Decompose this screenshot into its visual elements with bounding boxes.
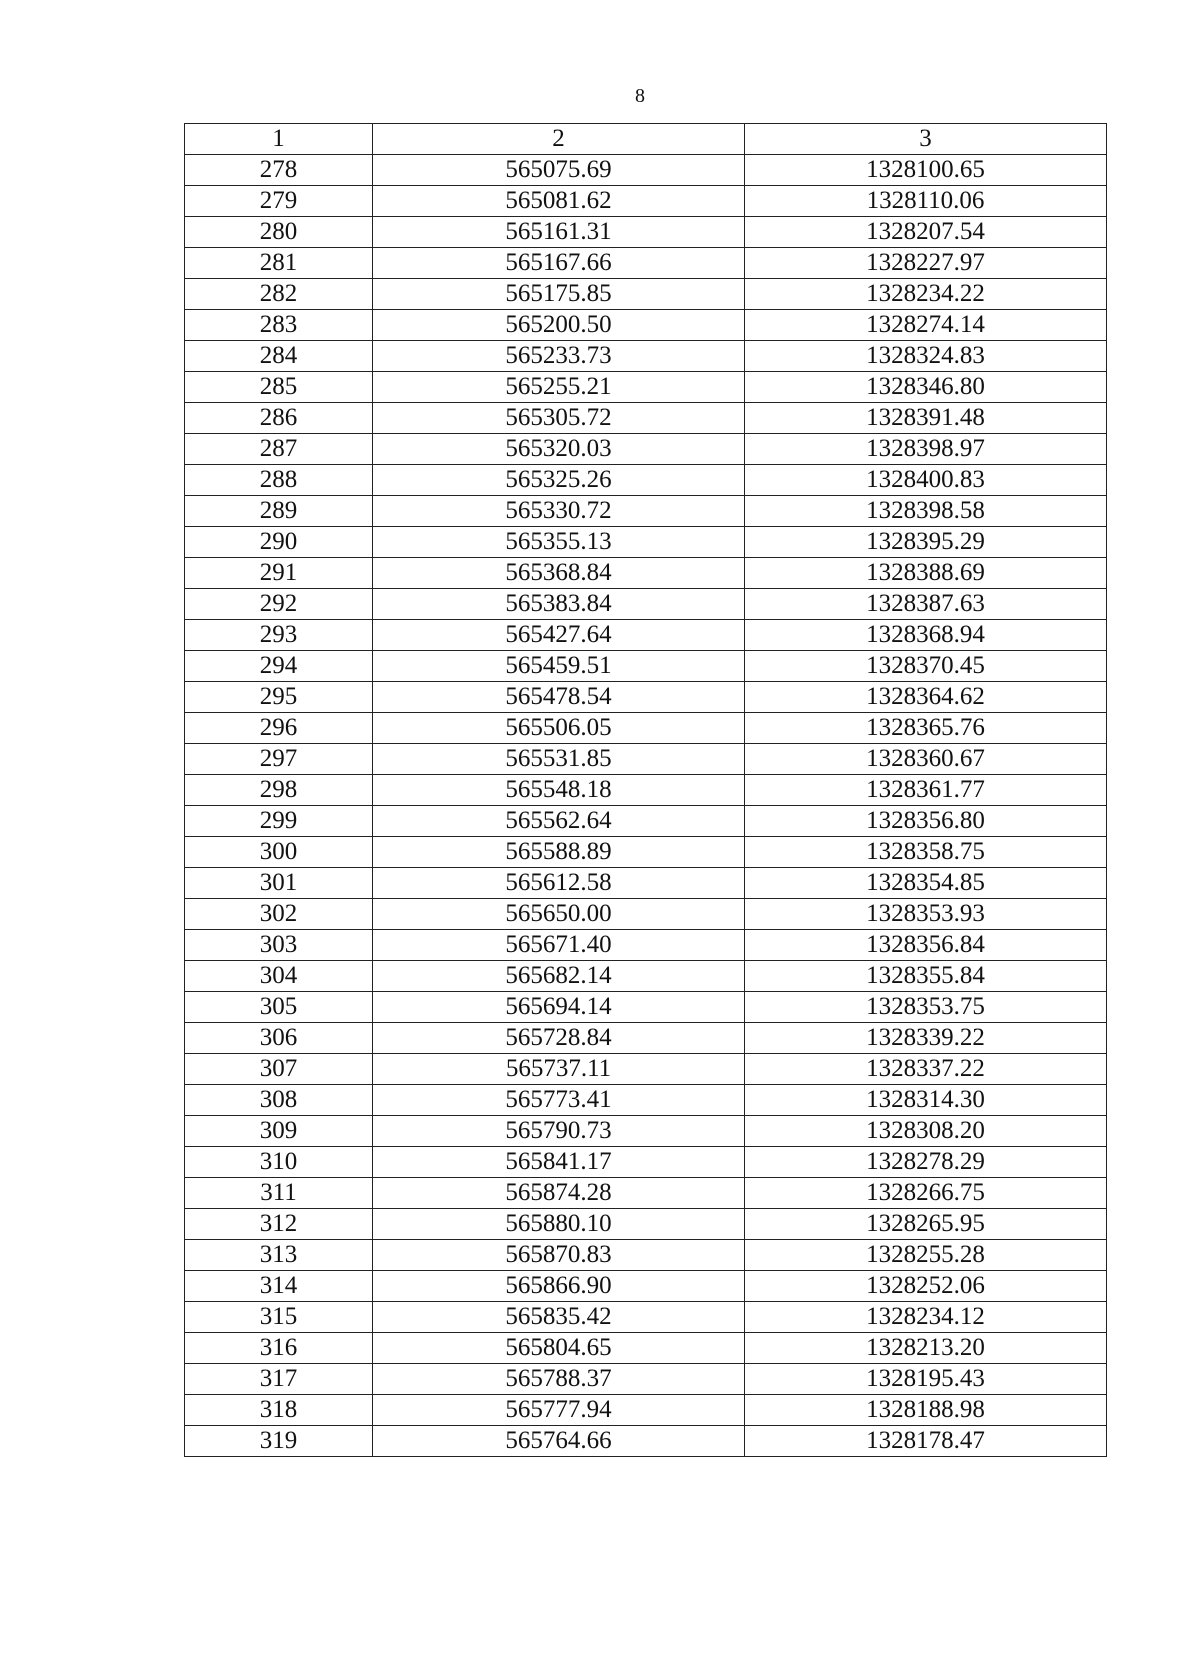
table-row — [185, 837, 1107, 868]
point-number-cell: 279 — [185, 186, 373, 217]
x-coordinate-cell: 565773.41 — [373, 1085, 745, 1116]
point-number-cell: 292 — [185, 589, 373, 620]
column-header-3: 3 — [745, 124, 1107, 155]
point-number-cell: 290 — [185, 527, 373, 558]
x-coordinate-cell: 565368.84 — [373, 558, 745, 589]
table-row — [185, 1240, 1107, 1271]
y-coordinate-cell: 1328355.84 — [745, 961, 1107, 992]
table-row — [185, 620, 1107, 651]
point-number-cell: 306 — [185, 1023, 373, 1054]
x-coordinate-cell: 565167.66 — [373, 248, 745, 279]
y-coordinate-cell: 1328255.28 — [745, 1240, 1107, 1271]
table-row — [185, 1178, 1107, 1209]
point-number-cell: 319 — [185, 1426, 373, 1457]
table-row — [185, 1085, 1107, 1116]
table-row — [185, 527, 1107, 558]
table-row — [185, 1023, 1107, 1054]
table-row — [185, 930, 1107, 961]
table-row — [185, 651, 1107, 682]
table-row — [185, 465, 1107, 496]
x-coordinate-cell: 565531.85 — [373, 744, 745, 775]
point-number-cell: 293 — [185, 620, 373, 651]
point-number-cell: 315 — [185, 1302, 373, 1333]
table-row — [185, 1395, 1107, 1426]
point-number-cell: 280 — [185, 217, 373, 248]
y-coordinate-cell: 1328387.63 — [745, 589, 1107, 620]
x-coordinate-cell: 565835.42 — [373, 1302, 745, 1333]
table-row — [185, 589, 1107, 620]
x-coordinate-cell: 565427.64 — [373, 620, 745, 651]
x-coordinate-cell: 565788.37 — [373, 1364, 745, 1395]
point-number-cell: 310 — [185, 1147, 373, 1178]
table-row — [185, 341, 1107, 372]
y-coordinate-cell: 1328278.29 — [745, 1147, 1107, 1178]
point-number-cell: 316 — [185, 1333, 373, 1364]
y-coordinate-cell: 1328400.83 — [745, 465, 1107, 496]
point-number-cell: 313 — [185, 1240, 373, 1271]
x-coordinate-cell: 565804.65 — [373, 1333, 745, 1364]
column-header-1: 1 — [185, 124, 373, 155]
point-number-cell: 282 — [185, 279, 373, 310]
table-row — [185, 992, 1107, 1023]
point-number-cell: 312 — [185, 1209, 373, 1240]
y-coordinate-cell: 1328368.94 — [745, 620, 1107, 651]
table-row — [185, 1054, 1107, 1085]
table-row — [185, 775, 1107, 806]
x-coordinate-cell: 565478.54 — [373, 682, 745, 713]
y-coordinate-cell: 1328252.06 — [745, 1271, 1107, 1302]
y-coordinate-cell: 1328234.22 — [745, 279, 1107, 310]
x-coordinate-cell: 565506.05 — [373, 713, 745, 744]
y-coordinate-cell: 1328188.98 — [745, 1395, 1107, 1426]
table-row — [185, 434, 1107, 465]
y-coordinate-cell: 1328337.22 — [745, 1054, 1107, 1085]
x-coordinate-cell: 565694.14 — [373, 992, 745, 1023]
y-coordinate-cell: 1328324.83 — [745, 341, 1107, 372]
table-row — [185, 186, 1107, 217]
point-number-cell: 297 — [185, 744, 373, 775]
x-coordinate-cell: 565355.13 — [373, 527, 745, 558]
table-row — [185, 744, 1107, 775]
point-number-cell: 285 — [185, 372, 373, 403]
y-coordinate-cell: 1328110.06 — [745, 186, 1107, 217]
y-coordinate-cell: 1328398.97 — [745, 434, 1107, 465]
x-coordinate-cell: 565737.11 — [373, 1054, 745, 1085]
table-row — [185, 806, 1107, 837]
x-coordinate-cell: 565790.73 — [373, 1116, 745, 1147]
y-coordinate-cell: 1328353.75 — [745, 992, 1107, 1023]
y-coordinate-cell: 1328274.14 — [745, 310, 1107, 341]
column-header-2: 2 — [373, 124, 745, 155]
y-coordinate-cell: 1328207.54 — [745, 217, 1107, 248]
x-coordinate-cell: 565870.83 — [373, 1240, 745, 1271]
y-coordinate-cell: 1328391.48 — [745, 403, 1107, 434]
x-coordinate-cell: 565459.51 — [373, 651, 745, 682]
y-coordinate-cell: 1328266.75 — [745, 1178, 1107, 1209]
x-coordinate-cell: 565682.14 — [373, 961, 745, 992]
x-coordinate-cell: 565255.21 — [373, 372, 745, 403]
x-coordinate-cell: 565330.72 — [373, 496, 745, 527]
x-coordinate-cell: 565075.69 — [373, 155, 745, 186]
x-coordinate-cell: 565175.85 — [373, 279, 745, 310]
y-coordinate-cell: 1328354.85 — [745, 868, 1107, 899]
y-coordinate-cell: 1328195.43 — [745, 1364, 1107, 1395]
x-coordinate-cell: 565612.58 — [373, 868, 745, 899]
y-coordinate-cell: 1328353.93 — [745, 899, 1107, 930]
point-number-cell: 318 — [185, 1395, 373, 1426]
x-coordinate-cell: 565548.18 — [373, 775, 745, 806]
y-coordinate-cell: 1328360.67 — [745, 744, 1107, 775]
y-coordinate-cell: 1328358.75 — [745, 837, 1107, 868]
table-row — [185, 1147, 1107, 1178]
table-row — [185, 868, 1107, 899]
y-coordinate-cell: 1328388.69 — [745, 558, 1107, 589]
point-number-cell: 286 — [185, 403, 373, 434]
x-coordinate-cell: 565777.94 — [373, 1395, 745, 1426]
x-coordinate-cell: 565880.10 — [373, 1209, 745, 1240]
y-coordinate-cell: 1328356.84 — [745, 930, 1107, 961]
y-coordinate-cell: 1328346.80 — [745, 372, 1107, 403]
point-number-cell: 288 — [185, 465, 373, 496]
table-row — [185, 372, 1107, 403]
table-row — [185, 496, 1107, 527]
table-row — [185, 279, 1107, 310]
x-coordinate-cell: 565161.31 — [373, 217, 745, 248]
point-number-cell: 284 — [185, 341, 373, 372]
table-row — [185, 961, 1107, 992]
table-row — [185, 1333, 1107, 1364]
coordinates-table-container — [184, 123, 1106, 1457]
point-number-cell: 303 — [185, 930, 373, 961]
y-coordinate-cell: 1328178.47 — [745, 1426, 1107, 1457]
point-number-cell: 281 — [185, 248, 373, 279]
table-row — [185, 899, 1107, 930]
point-number-cell: 287 — [185, 434, 373, 465]
y-coordinate-cell: 1328213.20 — [745, 1333, 1107, 1364]
point-number-cell: 295 — [185, 682, 373, 713]
y-coordinate-cell: 1328361.77 — [745, 775, 1107, 806]
y-coordinate-cell: 1328365.76 — [745, 713, 1107, 744]
coordinates-table — [184, 123, 1107, 1457]
point-number-cell: 296 — [185, 713, 373, 744]
point-number-cell: 294 — [185, 651, 373, 682]
x-coordinate-cell: 565866.90 — [373, 1271, 745, 1302]
x-coordinate-cell: 565562.64 — [373, 806, 745, 837]
point-number-cell: 309 — [185, 1116, 373, 1147]
point-number-cell: 317 — [185, 1364, 373, 1395]
x-coordinate-cell: 565320.03 — [373, 434, 745, 465]
table-row — [185, 403, 1107, 434]
page-number: 8 — [635, 85, 645, 107]
point-number-cell: 291 — [185, 558, 373, 589]
table-row — [185, 1271, 1107, 1302]
point-number-cell: 298 — [185, 775, 373, 806]
x-coordinate-cell: 565728.84 — [373, 1023, 745, 1054]
table-row — [185, 248, 1107, 279]
point-number-cell: 283 — [185, 310, 373, 341]
y-coordinate-cell: 1328265.95 — [745, 1209, 1107, 1240]
y-coordinate-cell: 1328100.65 — [745, 155, 1107, 186]
y-coordinate-cell: 1328398.58 — [745, 496, 1107, 527]
y-coordinate-cell: 1328234.12 — [745, 1302, 1107, 1333]
x-coordinate-cell: 565305.72 — [373, 403, 745, 434]
x-coordinate-cell: 565588.89 — [373, 837, 745, 868]
y-coordinate-cell: 1328395.29 — [745, 527, 1107, 558]
x-coordinate-cell: 565874.28 — [373, 1178, 745, 1209]
table-row — [185, 1426, 1107, 1457]
x-coordinate-cell: 565650.00 — [373, 899, 745, 930]
x-coordinate-cell: 565841.17 — [373, 1147, 745, 1178]
x-coordinate-cell: 565671.40 — [373, 930, 745, 961]
point-number-cell: 307 — [185, 1054, 373, 1085]
table-row — [185, 217, 1107, 248]
y-coordinate-cell: 1328308.20 — [745, 1116, 1107, 1147]
x-coordinate-cell: 565383.84 — [373, 589, 745, 620]
point-number-cell: 278 — [185, 155, 373, 186]
point-number-cell: 300 — [185, 837, 373, 868]
table-header — [185, 124, 1107, 155]
y-coordinate-cell: 1328314.30 — [745, 1085, 1107, 1116]
table-row — [185, 682, 1107, 713]
x-coordinate-cell: 565325.26 — [373, 465, 745, 496]
point-number-cell: 311 — [185, 1178, 373, 1209]
point-number-cell: 299 — [185, 806, 373, 837]
point-number-cell: 301 — [185, 868, 373, 899]
x-coordinate-cell: 565764.66 — [373, 1426, 745, 1457]
table-row — [185, 713, 1107, 744]
x-coordinate-cell: 565081.62 — [373, 186, 745, 217]
point-number-cell: 302 — [185, 899, 373, 930]
y-coordinate-cell: 1328364.62 — [745, 682, 1107, 713]
point-number-cell: 305 — [185, 992, 373, 1023]
y-coordinate-cell: 1328370.45 — [745, 651, 1107, 682]
table-row — [185, 1302, 1107, 1333]
x-coordinate-cell: 565200.50 — [373, 310, 745, 341]
header-row — [185, 124, 1107, 155]
point-number-cell: 314 — [185, 1271, 373, 1302]
point-number-cell: 289 — [185, 496, 373, 527]
point-number-cell: 308 — [185, 1085, 373, 1116]
table-row — [185, 1209, 1107, 1240]
y-coordinate-cell: 1328227.97 — [745, 248, 1107, 279]
table-row — [185, 310, 1107, 341]
x-coordinate-cell: 565233.73 — [373, 341, 745, 372]
point-number-cell: 304 — [185, 961, 373, 992]
table-row — [185, 1116, 1107, 1147]
table-row — [185, 558, 1107, 589]
y-coordinate-cell: 1328339.22 — [745, 1023, 1107, 1054]
table-body — [185, 155, 1107, 1457]
table-row — [185, 155, 1107, 186]
y-coordinate-cell: 1328356.80 — [745, 806, 1107, 837]
table-row — [185, 1364, 1107, 1395]
